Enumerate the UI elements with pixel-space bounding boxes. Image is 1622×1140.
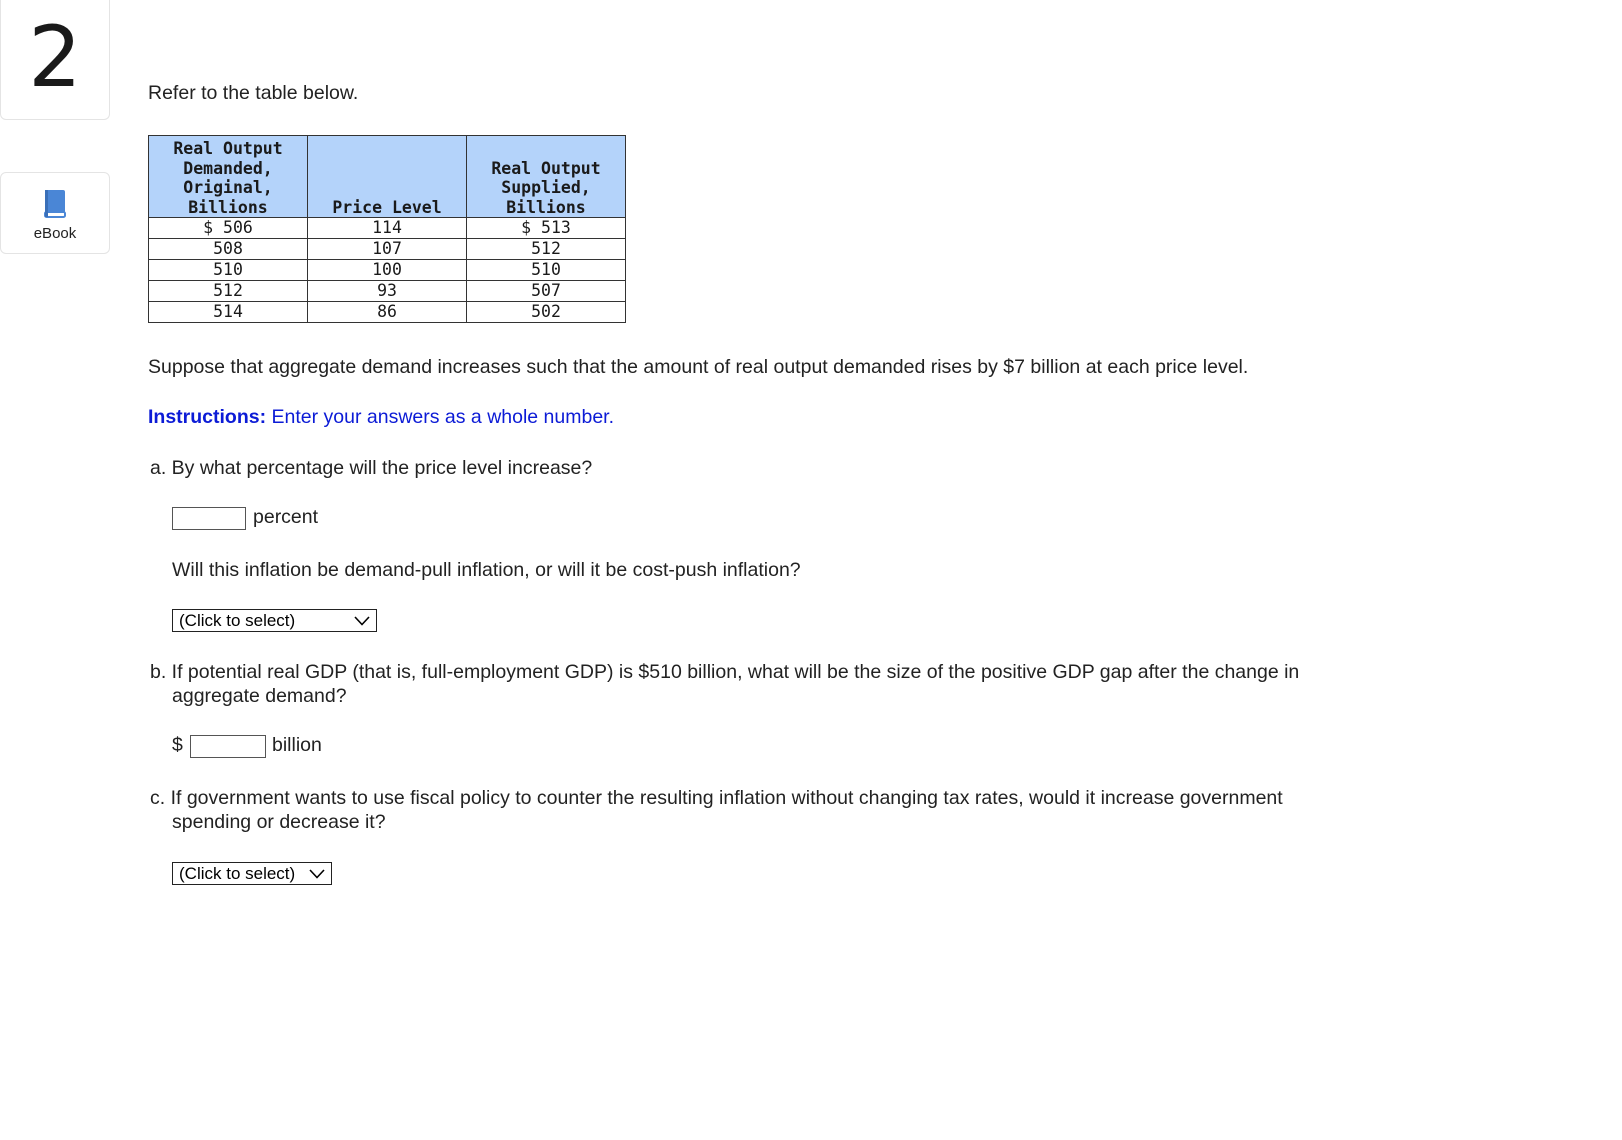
chevron-down-icon xyxy=(354,616,370,626)
part-c-question-line2: spending or decrease it? xyxy=(172,811,386,833)
instructions-text: Enter your answers as a whole number. xyxy=(266,406,615,428)
table-cell: 107 xyxy=(308,239,467,260)
instructions-label: Instructions: xyxy=(148,406,267,428)
data-table xyxy=(148,135,626,323)
table-row xyxy=(149,218,626,239)
table-cell: 512 xyxy=(149,281,308,302)
part-a-select-value: (Click to select) xyxy=(179,610,296,630)
table-cell: 512 xyxy=(467,239,626,260)
table-cell: 514 xyxy=(149,302,308,323)
table-cell: 508 xyxy=(149,239,308,260)
question-number: 2 xyxy=(28,7,82,106)
question-number-box xyxy=(0,0,110,120)
table-row xyxy=(149,302,626,323)
part-c-select-value: (Click to select) xyxy=(179,863,296,883)
table-row xyxy=(149,260,626,281)
part-b-question-line1: b. If potential real GDP (that is, full-employment GDP) is $510 billion, what will be the size of the positive GDP gap after the change in xyxy=(150,661,1300,683)
chevron-down-icon xyxy=(309,869,325,879)
part-b-prefix: $ xyxy=(172,734,183,756)
part-b-unit: billion xyxy=(272,734,322,756)
table-cell: 507 xyxy=(467,281,626,302)
table-cell: 510 xyxy=(149,260,308,281)
part-a-percent-input[interactable] xyxy=(172,507,246,530)
part-a-unit: percent xyxy=(253,506,319,528)
table-row xyxy=(149,239,626,260)
ebook-button[interactable] xyxy=(0,172,110,254)
book-icon xyxy=(42,189,68,219)
table-cell: $ 506 xyxy=(149,218,308,239)
part-c-question-line1: c. If government wants to use fiscal policy to counter the resulting inflation without changing tax rates, would it increase government xyxy=(150,787,1283,809)
part-c-spending-select[interactable] xyxy=(172,862,332,885)
table-header-row xyxy=(149,136,626,218)
scenario-text: Suppose that aggregate demand increases such that the amount of real output demanded rises by $7 billion at each price level. xyxy=(148,356,1249,378)
header-supplied: Real Output Supplied, Billions xyxy=(467,136,626,218)
part-a-question: a. By what percentage will the price level increase? xyxy=(150,457,593,479)
header-price-level: Price Level xyxy=(308,136,467,218)
part-a-followup: Will this inflation be demand-pull inflation, or will it be cost-push inflation? xyxy=(172,559,801,581)
table-cell: 502 xyxy=(467,302,626,323)
table-cell: 86 xyxy=(308,302,467,323)
part-b-question-line2: aggregate demand? xyxy=(172,685,347,707)
header-demanded: Real Output Demanded, Original, Billions xyxy=(149,136,308,218)
ebook-label: eBook xyxy=(33,224,77,242)
part-a-inflation-select[interactable] xyxy=(172,609,377,632)
table-cell: 100 xyxy=(308,260,467,281)
table-cell: 114 xyxy=(308,218,467,239)
intro-text: Refer to the table below. xyxy=(148,82,359,104)
table-cell: 510 xyxy=(467,260,626,281)
part-b-gap-input[interactable] xyxy=(190,735,266,758)
table-cell: $ 513 xyxy=(467,218,626,239)
table-row xyxy=(149,281,626,302)
instructions xyxy=(148,406,614,429)
table-cell: 93 xyxy=(308,281,467,302)
